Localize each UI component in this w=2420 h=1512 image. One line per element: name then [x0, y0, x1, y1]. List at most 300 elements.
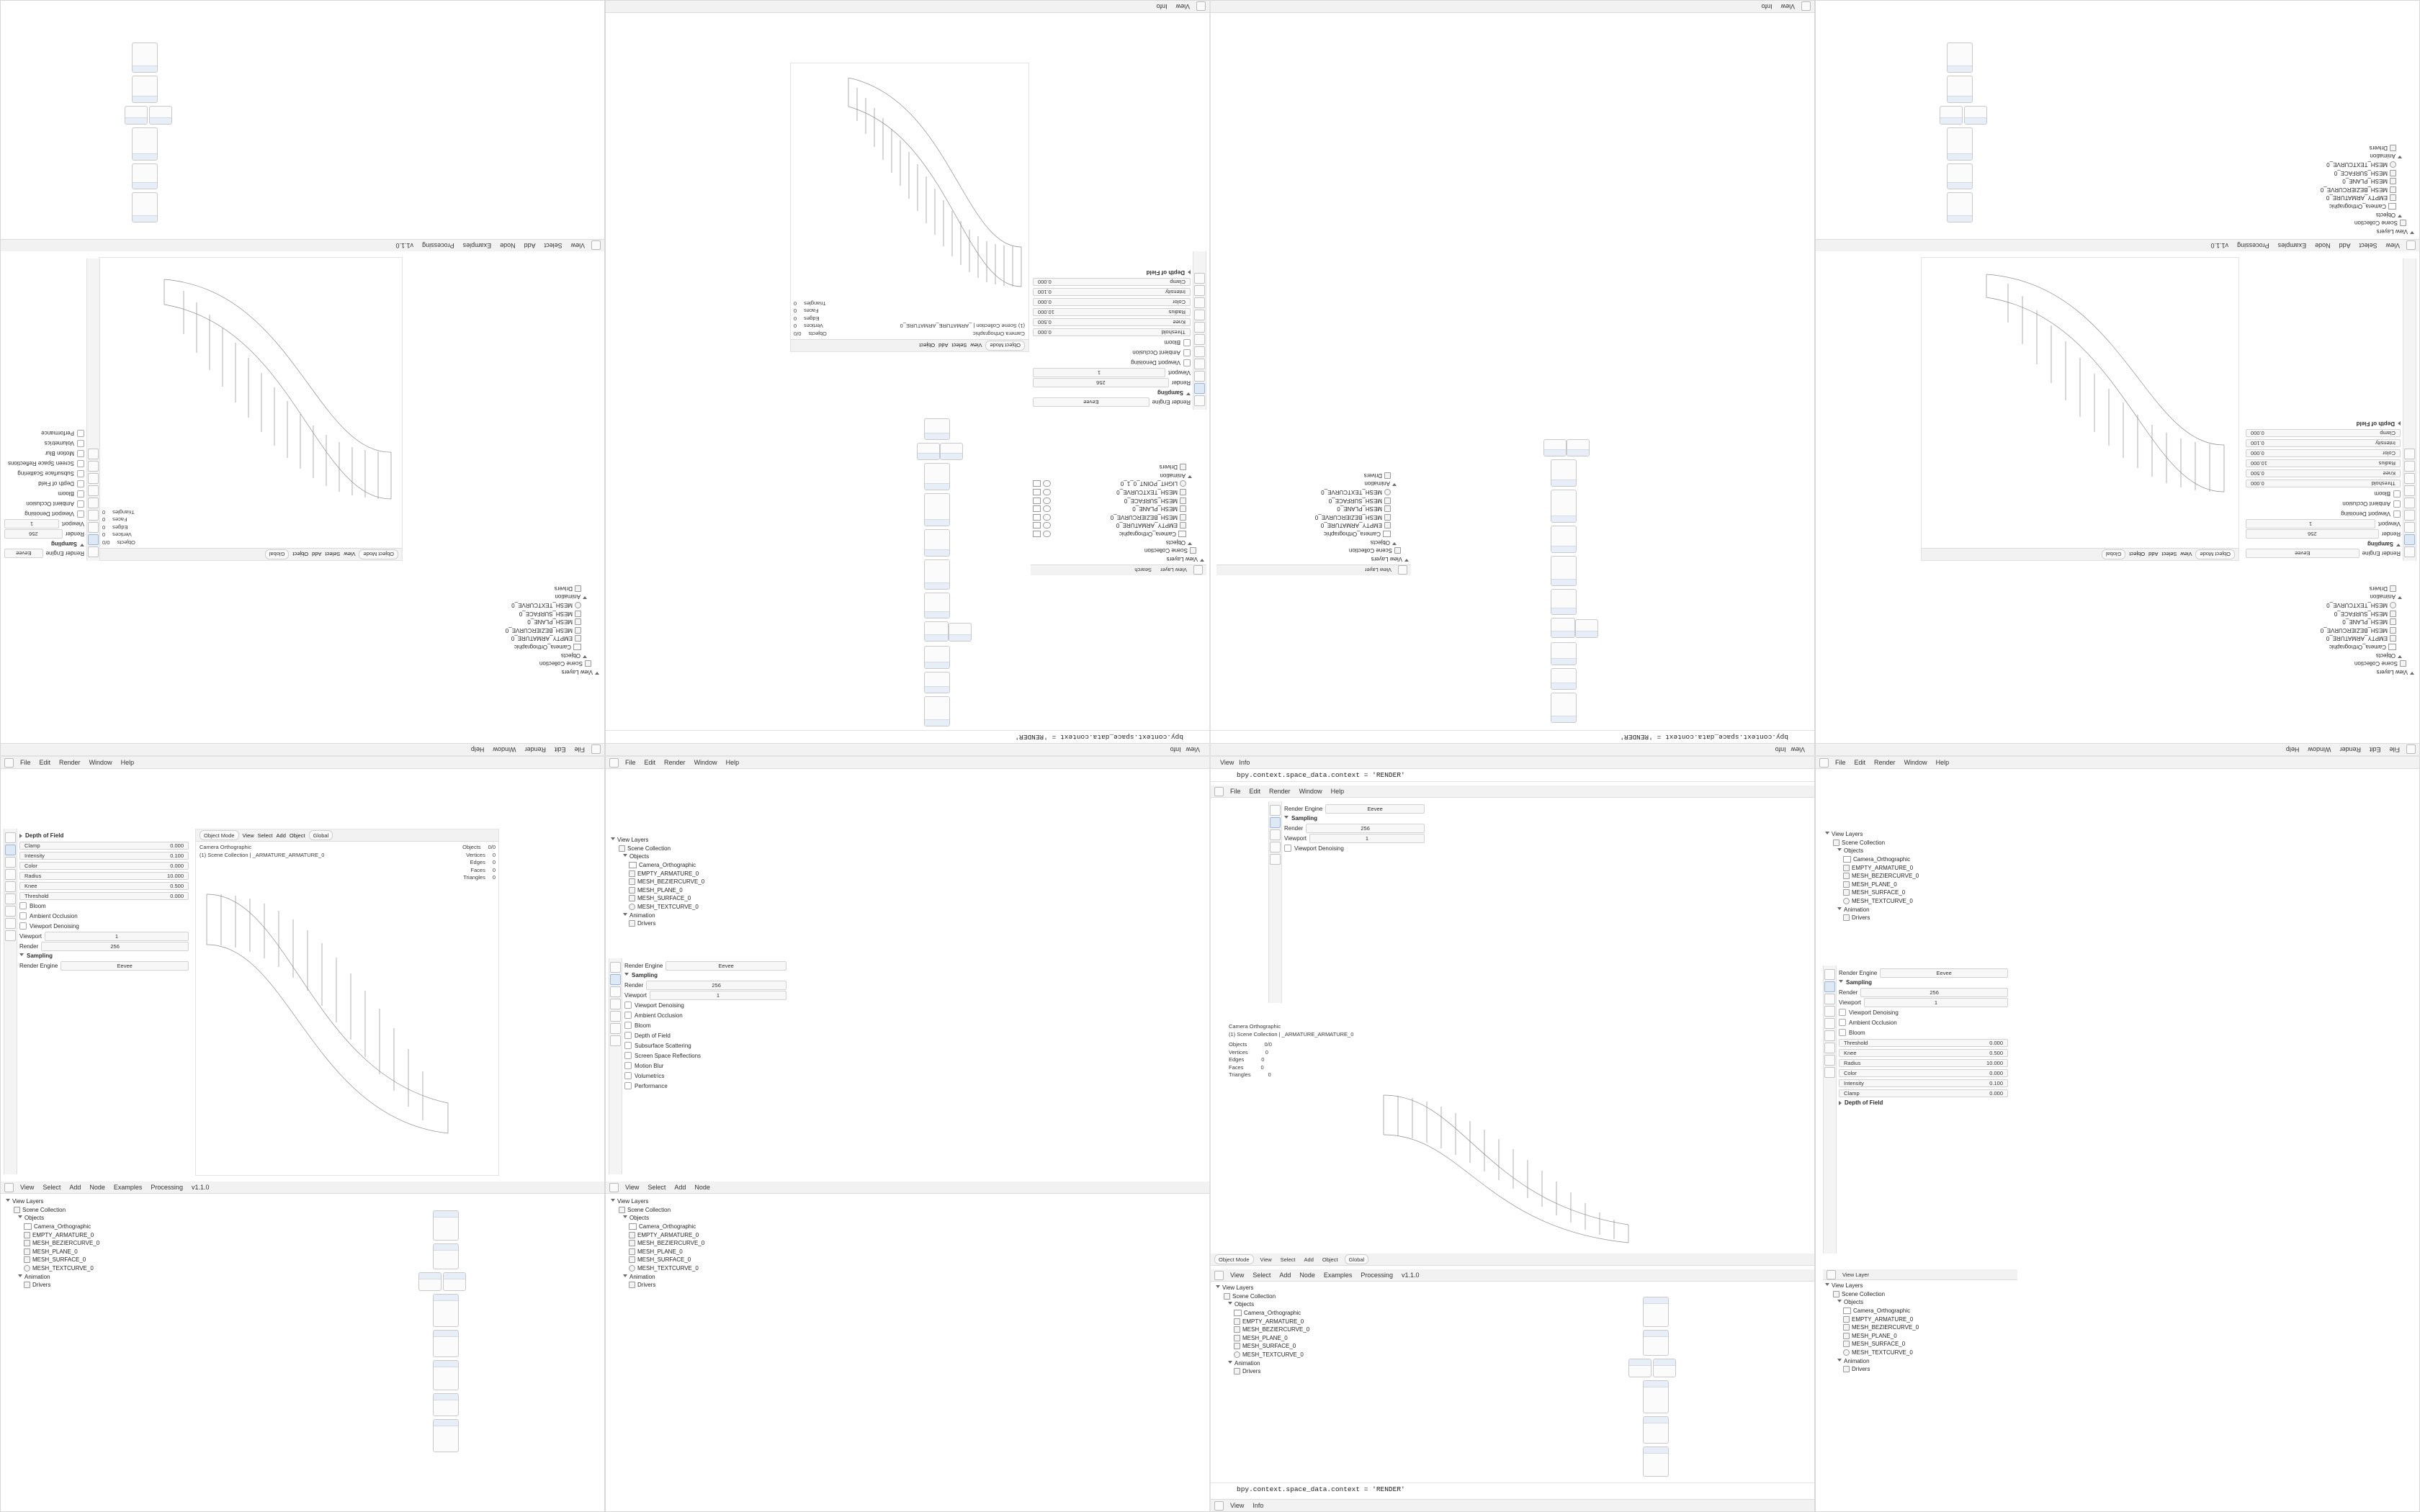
tab-viewlayer-icon[interactable]: [1270, 842, 1281, 852]
outliner-row[interactable]: Camera_Orthographic: [1825, 855, 2015, 864]
radius-row[interactable]: [2246, 459, 2401, 469]
tab-world-icon[interactable]: [5, 894, 16, 904]
radius-row[interactable]: [1839, 1058, 2008, 1068]
outliner-row[interactable]: Drivers: [2238, 584, 2414, 593]
viewport-3d[interactable]: [195, 829, 499, 1176]
node[interactable]: [1947, 192, 1973, 222]
outliner-row[interactable]: MESH_TEXTCURVE_0: [1219, 488, 1409, 497]
intensity-value[interactable]: Intensity 0.100: [2246, 440, 2401, 448]
menu-add[interactable]: Add: [312, 551, 322, 558]
threshold-value[interactable]: Threshold 0.000: [19, 892, 189, 900]
sampling-viewport-value[interactable]: 1: [1309, 834, 1425, 843]
outliner-row[interactable]: MESH_SURFACE_0: [1216, 1342, 1399, 1351]
menu-view[interactable]: View: [1175, 3, 1190, 10]
tab-object-icon[interactable]: [610, 1035, 621, 1046]
volumetrics-row[interactable]: Volumetrics: [4, 438, 84, 449]
node[interactable]: [132, 42, 158, 73]
menu-window[interactable]: Window: [1904, 759, 1927, 766]
outliner-row[interactable]: Animation: [611, 1272, 794, 1281]
menu-object[interactable]: Object: [1322, 1256, 1338, 1263]
knee-value[interactable]: Knee 0.500: [2246, 470, 2401, 478]
properties-tab-column[interactable]: [1269, 801, 1282, 1003]
outliner[interactable]: [609, 1196, 796, 1311]
node[interactable]: [1940, 106, 1963, 125]
outliner-row[interactable]: MESH_SURFACE_0: [1033, 496, 1204, 505]
tab-output-icon[interactable]: [1824, 994, 1835, 1004]
knee-value[interactable]: Knee 0.500: [1033, 319, 1191, 327]
properties-editor[interactable]: [1823, 966, 2011, 1254]
outliner-row[interactable]: Objects: [2238, 651, 2414, 660]
sampling-viewport-value[interactable]: 1: [1864, 998, 2008, 1007]
outliner-row[interactable]: MESH_TEXTCURVE_0: [611, 1264, 794, 1273]
outliner[interactable]: [2236, 570, 2416, 678]
intensity-value[interactable]: Intensity 0.100: [1839, 1079, 2008, 1087]
outliner-row[interactable]: View Layers: [6, 1197, 189, 1206]
node[interactable]: [132, 163, 158, 189]
outliner[interactable]: [1214, 1282, 1401, 1398]
outliner[interactable]: [1216, 410, 1411, 575]
clamp-value[interactable]: Clamp 0.000: [1033, 279, 1191, 287]
menu-info[interactable]: Info: [1156, 3, 1168, 10]
node[interactable]: [1543, 439, 1567, 456]
outliner-row[interactable]: MESH_TEXTCURVE_0: [1825, 1349, 2015, 1357]
tab-viewlayer-icon[interactable]: [88, 510, 99, 521]
color-row[interactable]: [19, 860, 189, 870]
clamp-value[interactable]: Clamp 0.000: [2246, 430, 2401, 438]
outliner-row[interactable]: Drivers: [611, 919, 794, 928]
outliner-row[interactable]: Camera_Orthographic: [1216, 1309, 1399, 1318]
menu-render[interactable]: Render: [664, 759, 686, 766]
color-value[interactable]: Color 0.000: [19, 862, 189, 870]
outliner[interactable]: [1031, 410, 1206, 575]
bloom-checkbox[interactable]: [1839, 1029, 1846, 1036]
node[interactable]: [924, 672, 950, 693]
bloom-row[interactable]: Bloom: [4, 489, 84, 499]
node[interactable]: [1947, 163, 1973, 189]
sampling-render-value[interactable]: 256: [41, 942, 189, 951]
node[interactable]: [1551, 642, 1577, 665]
tab-scene-icon[interactable]: [1194, 346, 1205, 357]
tab-world-icon[interactable]: [610, 1023, 621, 1034]
subsurface-scattering-row[interactable]: Subsurface Scattering: [624, 1040, 786, 1050]
menu-edit[interactable]: Edit: [39, 759, 51, 766]
render-engine-select[interactable]: Eevee: [2246, 549, 2360, 559]
tab-modifier-icon[interactable]: [88, 461, 99, 472]
node[interactable]: [433, 1243, 459, 1269]
outliner-row[interactable]: MESH_BEZIERCURVE_0: [1216, 1326, 1399, 1334]
tab-world-icon[interactable]: [88, 485, 99, 496]
blender-logo-icon[interactable]: [609, 758, 619, 768]
menu-view[interactable]: View: [1230, 1502, 1245, 1509]
menu-render[interactable]: Render: [1874, 759, 1896, 766]
outliner-row[interactable]: MESH_SURFACE_0: [1825, 888, 2015, 897]
node-editor-canvas[interactable]: [346, 1203, 599, 1491]
outliner-row[interactable]: Objects: [1825, 847, 2015, 855]
intensity-row[interactable]: [19, 850, 189, 860]
menu-view[interactable]: View: [1260, 1256, 1272, 1263]
node[interactable]: [433, 1210, 459, 1241]
color-value[interactable]: Color 0.000: [1839, 1069, 2008, 1077]
viewport-denoising-row[interactable]: Viewport Denoising: [1033, 358, 1191, 368]
outliner[interactable]: [4, 1196, 191, 1311]
transform-orientation[interactable]: Global: [1345, 1254, 1369, 1264]
menu-node[interactable]: Node: [1299, 1272, 1315, 1279]
outliner-row[interactable]: View Layers: [416, 667, 599, 676]
menu-help[interactable]: Help: [725, 759, 740, 766]
outliner-row[interactable]: Scene Collection: [2238, 219, 2414, 228]
menu-select[interactable]: Select: [2359, 242, 2378, 249]
menu-select[interactable]: Select: [325, 551, 341, 558]
intensity-row[interactable]: [2246, 438, 2401, 449]
section-sampling[interactable]: Sampling: [624, 971, 786, 980]
outliner-row[interactable]: MESH_BEZIERCURVE_0: [1825, 872, 2015, 881]
performance-row[interactable]: Performance: [4, 428, 84, 438]
outliner-row[interactable]: Objects: [416, 651, 599, 660]
outliner-row[interactable]: EMPTY_ARMATURE_0: [1216, 1317, 1399, 1326]
outliner-row[interactable]: Scene Collection: [1216, 1292, 1399, 1301]
node[interactable]: [433, 1294, 459, 1327]
editor-type-icon[interactable]: [1214, 1271, 1224, 1280]
tab-output-icon[interactable]: [1270, 829, 1281, 840]
outliner-row[interactable]: Objects: [611, 852, 794, 861]
ambient-occlusion-row[interactable]: Ambient Occlusion: [4, 499, 84, 509]
outliner-display-mode[interactable]: View Layer: [1160, 567, 1187, 574]
node[interactable]: [924, 593, 950, 618]
node[interactable]: [1643, 1330, 1669, 1356]
tab-tool-icon[interactable]: [2404, 546, 2415, 557]
blender-logo-icon[interactable]: [1819, 758, 1829, 768]
outliner-row[interactable]: MESH_SURFACE_0: [1825, 1340, 2015, 1349]
menu-select[interactable]: Select: [42, 1184, 61, 1191]
tab-output-icon[interactable]: [5, 857, 16, 868]
ambient-occlusion-checkbox[interactable]: [2393, 500, 2401, 508]
menu-help[interactable]: Help: [1330, 788, 1345, 795]
blender-logo-icon[interactable]: [591, 745, 601, 755]
viewport-denoising-row[interactable]: Viewport Denoising: [1839, 1007, 2008, 1017]
editor-type-icon[interactable]: [609, 1183, 619, 1192]
node[interactable]: [924, 418, 950, 440]
clamp-row[interactable]: [19, 840, 189, 850]
blender-logo-icon[interactable]: [4, 758, 14, 768]
menu-view[interactable]: View: [1220, 759, 1234, 766]
node[interactable]: [1575, 619, 1598, 638]
outliner-row[interactable]: MESH_BEZIERCURVE_0: [1033, 513, 1204, 521]
color-row[interactable]: [1839, 1068, 2008, 1078]
ssr-row[interactable]: Screen Space Reflections: [624, 1050, 786, 1061]
radius-value[interactable]: Radius 10.000: [1033, 309, 1191, 317]
tab-scene-icon[interactable]: [610, 1011, 621, 1022]
menu-object[interactable]: Object: [919, 342, 936, 349]
outliner-row[interactable]: MESH_PLANE_0: [611, 886, 794, 895]
properties-editor[interactable]: [609, 958, 789, 1174]
viewport-3d[interactable]: [1225, 1009, 1729, 1246]
outliner-row[interactable]: Animation: [2238, 593, 2414, 601]
color-value[interactable]: Color 0.000: [1033, 299, 1191, 307]
outliner-row[interactable]: MESH_PLANE_0: [1825, 1332, 2015, 1341]
tab-world-icon[interactable]: [1194, 334, 1205, 345]
breadcrumb-examples[interactable]: Examples: [113, 1184, 143, 1191]
node[interactable]: [1643, 1297, 1669, 1327]
intensity-row[interactable]: [1033, 287, 1191, 297]
outliner-row[interactable]: Animation: [1216, 1359, 1399, 1367]
mode-selector[interactable]: Object Mode: [1214, 1254, 1254, 1264]
tab-modifier-icon[interactable]: [2404, 461, 2415, 472]
menu-view[interactable]: View: [2180, 551, 2192, 558]
outliner[interactable]: [414, 570, 601, 678]
screen-space-reflections-checkbox[interactable]: [77, 460, 84, 467]
outliner-row[interactable]: EMPTY_ARMATURE_0: [6, 1230, 189, 1239]
editor-type-icon[interactable]: [2406, 241, 2416, 251]
outliner-row[interactable]: EMPTY_ARMATURE_0: [1219, 521, 1409, 530]
transform-orientation[interactable]: Global: [309, 830, 333, 840]
outliner-row[interactable]: MESH_SURFACE_0: [1219, 496, 1409, 505]
menu-help[interactable]: Help: [2285, 746, 2300, 753]
tab-scene-icon[interactable]: [2404, 498, 2415, 508]
outliner-row[interactable]: Objects: [6, 1214, 189, 1223]
node[interactable]: [1653, 1359, 1676, 1377]
intensity-value[interactable]: Intensity 0.100: [1033, 289, 1191, 297]
sampling-viewport-value[interactable]: 1: [2246, 520, 2375, 529]
color-row[interactable]: [2246, 449, 2401, 459]
outliner[interactable]: [609, 834, 796, 950]
threshold-value[interactable]: Threshold 0.000: [1839, 1039, 2008, 1047]
outliner-row[interactable]: MESH_PLANE_0: [416, 618, 599, 626]
outliner-row[interactable]: EMPTY_ARMATURE_0: [416, 634, 599, 643]
menu-file[interactable]: File: [574, 746, 585, 753]
sampling-render-value[interactable]: 256: [1033, 379, 1169, 388]
menu-view[interactable]: View: [242, 832, 254, 839]
outliner-row[interactable]: Drivers: [1219, 471, 1409, 480]
tab-physics-icon[interactable]: [1194, 297, 1205, 308]
menu-window[interactable]: Window: [694, 759, 717, 766]
outliner-row[interactable]: Scene Collection: [1219, 546, 1409, 555]
menu-file[interactable]: File: [1230, 788, 1241, 795]
viewport-3d[interactable]: [1921, 257, 2239, 561]
outliner-row[interactable]: MESH_PLANE_0: [1825, 881, 2015, 889]
section-sampling[interactable]: Sampling: [2246, 539, 2401, 549]
performance-checkbox[interactable]: [624, 1082, 632, 1089]
outliner-row[interactable]: EMPTY_ARMATURE_0: [2238, 634, 2414, 643]
properties-editor[interactable]: [1268, 801, 1428, 1003]
outliner-row[interactable]: MESH_TEXTCURVE_0: [2238, 601, 2414, 610]
sampling-viewport-value[interactable]: 1: [1033, 369, 1165, 378]
node[interactable]: [1643, 1380, 1669, 1413]
outliner-row[interactable]: View Layers: [1033, 554, 1204, 563]
tab-data-icon[interactable]: [1194, 285, 1205, 296]
tab-render-icon[interactable]: [1270, 817, 1281, 828]
outliner-row[interactable]: MESH_SURFACE_0: [6, 1256, 189, 1264]
viewport-3d[interactable]: [99, 257, 403, 561]
outliner-row[interactable]: View Layers: [1219, 554, 1409, 563]
node-editor-canvas[interactable]: [1556, 1290, 1809, 1491]
node[interactable]: [924, 559, 950, 590]
outliner-row[interactable]: MESH_BEZIERCURVE_0: [611, 878, 794, 886]
tab-viewlayer-icon[interactable]: [5, 869, 16, 880]
node[interactable]: [132, 127, 158, 161]
section-sampling[interactable]: Sampling: [1284, 814, 1425, 823]
tab-scene-icon[interactable]: [1824, 1018, 1835, 1029]
node[interactable]: [949, 623, 972, 642]
outliner-row[interactable]: MESH_PLANE_0: [2238, 177, 2414, 186]
outliner-row[interactable]: MESH_TEXTCURVE_0: [2238, 161, 2414, 169]
threshold-row[interactable]: [1839, 1038, 2008, 1048]
mode-selector[interactable]: Object Mode: [985, 341, 1025, 351]
bloom-row[interactable]: Bloom: [2246, 489, 2401, 499]
ambient-occlusion-checkbox[interactable]: [77, 500, 84, 508]
threshold-row[interactable]: [1033, 328, 1191, 338]
outliner-row[interactable]: Drivers: [611, 1281, 794, 1290]
outliner-row[interactable]: MESH_PLANE_0: [2238, 618, 2414, 626]
properties-editor[interactable]: [4, 829, 192, 1174]
outliner-row[interactable]: Scene Collection: [2238, 660, 2414, 668]
node[interactable]: [924, 621, 949, 642]
tab-data-icon[interactable]: [5, 930, 16, 941]
breadcrumb-examples[interactable]: Examples: [462, 242, 492, 249]
viewport-denoising-checkbox[interactable]: [2393, 510, 2401, 518]
sampling-render-row[interactable]: Render 256: [2246, 529, 2401, 539]
properties-editor[interactable]: [1, 258, 100, 561]
tab-tool-icon[interactable]: [5, 832, 16, 843]
outliner-row[interactable]: View Layers: [2238, 667, 2414, 676]
outliner-row[interactable]: MESH_SURFACE_0: [2238, 168, 2414, 177]
node[interactable]: [149, 106, 172, 125]
menu-file[interactable]: File: [2389, 746, 2400, 753]
render-engine-row[interactable]: Render Engine Eevee: [1839, 968, 2008, 978]
outliner-row[interactable]: Camera_Orthographic: [1825, 1307, 2015, 1315]
bloom-checkbox[interactable]: [1183, 339, 1191, 346]
menu-edit[interactable]: Edit: [554, 746, 566, 753]
ambient-occlusion-checkbox[interactable]: [19, 912, 27, 919]
motion-blur-row[interactable]: Motion Blur: [624, 1061, 786, 1071]
menu-info[interactable]: Info: [1775, 746, 1786, 753]
tab-viewlayer-icon[interactable]: [2404, 510, 2415, 521]
bloom-checkbox[interactable]: [19, 902, 27, 909]
tab-output-icon[interactable]: [88, 522, 99, 533]
menu-add[interactable]: Add: [276, 832, 286, 839]
radius-row[interactable]: [1033, 307, 1191, 318]
properties-editor[interactable]: [2243, 258, 2416, 561]
viewport-denoising-row[interactable]: Viewport Denoising: [4, 509, 84, 519]
section-depth-of-field[interactable]: Depth of Field: [1839, 1098, 2008, 1107]
tab-material-icon[interactable]: [1194, 273, 1205, 284]
editor-type-icon[interactable]: [1827, 1270, 1836, 1279]
knee-value[interactable]: Knee 0.500: [19, 882, 189, 890]
viewport-denoising-checkbox[interactable]: [19, 922, 27, 930]
tab-modifier-icon[interactable]: [5, 918, 16, 929]
knee-value[interactable]: Knee 0.500: [1839, 1049, 2008, 1057]
node[interactable]: [924, 463, 950, 490]
threshold-value[interactable]: Threshold 0.000: [2246, 480, 2401, 488]
node[interactable]: [433, 1330, 459, 1357]
mode-selector[interactable]: Object Mode: [2195, 549, 2235, 559]
outliner-row[interactable]: Scene Collection: [611, 845, 794, 853]
properties-tab-column[interactable]: [4, 829, 17, 1174]
section-sampling[interactable]: Sampling: [1033, 388, 1191, 397]
menu-node[interactable]: Node: [500, 242, 516, 249]
outliner-row[interactable]: MESH_BEZIERCURVE_0: [2238, 626, 2414, 634]
outliner-row[interactable]: MESH_BEZIERCURVE_0: [611, 1239, 794, 1248]
node[interactable]: [433, 1419, 459, 1452]
render-engine-row[interactable]: Render Engine Eevee: [1033, 397, 1191, 408]
tab-data-icon[interactable]: [1824, 1067, 1835, 1078]
render-engine-row[interactable]: Render Engine Eevee: [624, 960, 786, 971]
outliner-row[interactable]: MESH_BEZIERCURVE_0: [1219, 513, 1409, 521]
tab-output-icon[interactable]: [2404, 522, 2415, 533]
tab-scene-icon[interactable]: [88, 498, 99, 508]
sampling-render-row[interactable]: Render 256: [1033, 378, 1191, 388]
menu-select[interactable]: Select: [1252, 1272, 1271, 1279]
tab-object-icon[interactable]: [2404, 473, 2415, 484]
node[interactable]: [1551, 556, 1577, 586]
viewport-denoising-row[interactable]: Viewport Denoising: [2246, 509, 2401, 519]
radius-value[interactable]: Radius 10.000: [19, 872, 189, 880]
outliner-row[interactable]: Camera_Orthographic: [611, 861, 794, 870]
editor-type-icon[interactable]: [1196, 2, 1206, 12]
section-depth-of-field[interactable]: Depth of Field: [19, 831, 189, 840]
outliner-row[interactable]: MESH_TEXTCURVE_0: [6, 1264, 189, 1273]
blender-logo-icon[interactable]: [1214, 787, 1224, 796]
radius-row[interactable]: [19, 870, 189, 881]
node[interactable]: [1551, 618, 1575, 638]
depth-of-field-row[interactable]: Depth of Field: [4, 479, 84, 489]
menu-info[interactable]: Info: [1170, 746, 1181, 753]
outliner[interactable]: [2236, 129, 2416, 237]
knee-row[interactable]: [2246, 469, 2401, 479]
outliner-row[interactable]: Camera_Orthographic: [416, 643, 599, 652]
node[interactable]: [924, 493, 950, 526]
ambient-occlusion-row[interactable]: Ambient Occlusion: [2246, 499, 2401, 509]
viewport-denoising-row[interactable]: Viewport Denoising: [624, 1000, 786, 1010]
mode-selector[interactable]: Object Mode: [359, 549, 398, 559]
sampling-render-row[interactable]: Render 256: [624, 980, 786, 990]
sampling-viewport-row[interactable]: Viewport 1: [624, 990, 786, 1000]
menu-edit[interactable]: Edit: [644, 759, 656, 766]
outliner-row[interactable]: View Layers: [1216, 1284, 1399, 1292]
render-engine-select[interactable]: Eevee: [1880, 968, 2008, 978]
sampling-viewport-value[interactable]: 1: [650, 991, 786, 1000]
tab-tool-icon[interactable]: [610, 962, 621, 973]
outliner-row[interactable]: MESH_BEZIERCURVE_0: [1825, 1323, 2015, 1332]
outliner-row[interactable]: Animation: [1825, 905, 2015, 914]
sampling-render-value[interactable]: 256: [2246, 530, 2379, 539]
node[interactable]: [924, 696, 950, 726]
tab-tool-icon[interactable]: [1194, 395, 1205, 406]
motion-blur-checkbox[interactable]: [624, 1062, 632, 1069]
motion-blur-row[interactable]: Motion Blur: [4, 449, 84, 459]
menu-object[interactable]: Object: [292, 551, 309, 558]
outliner-row[interactable]: EMPTY_ARMATURE_0: [611, 869, 794, 878]
viewport-denoising-checkbox[interactable]: [624, 1002, 632, 1009]
outliner-row[interactable]: View Layers: [611, 1197, 794, 1206]
ambient-occlusion-row[interactable]: Ambient Occlusion: [624, 1010, 786, 1020]
outliner-row[interactable]: Scene Collection: [6, 1206, 189, 1215]
color-row[interactable]: [1033, 297, 1191, 307]
tab-modifier-icon[interactable]: [1194, 310, 1205, 320]
bloom-checkbox[interactable]: [2393, 490, 2401, 498]
tab-output-icon[interactable]: [1194, 371, 1205, 382]
outliner-row[interactable]: Objects: [1033, 538, 1204, 546]
outliner-row[interactable]: MESH_SURFACE_0: [611, 1256, 794, 1264]
editor-type-icon[interactable]: [1801, 2, 1811, 12]
node[interactable]: [132, 76, 158, 103]
node[interactable]: [924, 529, 950, 557]
menu-render[interactable]: Render: [1269, 788, 1291, 795]
outliner-row[interactable]: Animation: [6, 1272, 189, 1281]
node-editor-canvas[interactable]: [0, 14, 244, 230]
node-editor-canvas[interactable]: [792, 417, 1029, 726]
tab-render-icon[interactable]: [5, 845, 16, 855]
outliner-row[interactable]: MESH_PLANE_0: [1219, 505, 1409, 513]
